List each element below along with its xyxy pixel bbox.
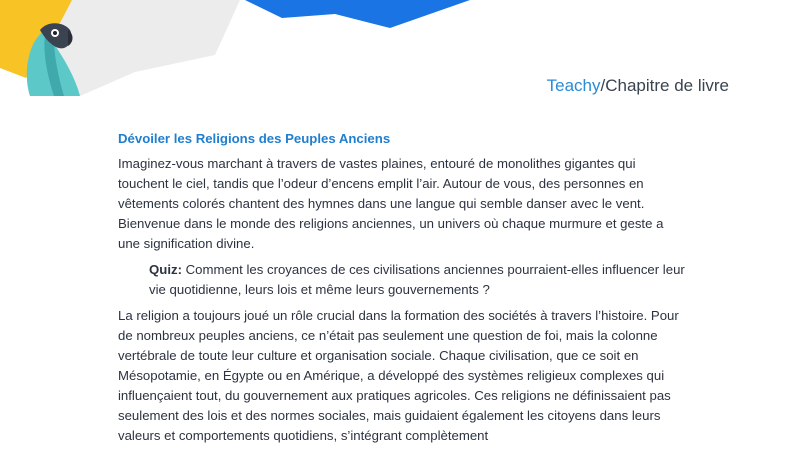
header-decoration [0,0,800,120]
brand-name[interactable]: Teachy [546,76,601,95]
brand-section: Chapitre de livre [605,76,729,95]
quiz-text: Comment les croyances de ces civilisations anciennes pourraient-elles influencer leur vie quotidienne, leurs lois et même leurs gouvernements ? [149,262,685,297]
section-title: Dévoiler les Religions des Peuples Anciens [118,131,391,146]
body-paragraph: La religion a toujours joué un rôle crucial dans la formation des sociétés à travers l’histoire. Pour de nombreux peuples anciens, ce n’était pas seulement une question de foi, mais la colonne vertébrale de toute leur culture et organisation sociale. Chaque civilisation, que ce soit en Mésopotamie, en Égypte ou en Amérique, a développé des systèmes religieux complexes qui influençaient tout, du gouvernement aux pratiques agricoles. Ces religions ne définissaient pas seulement des lois et des normes sociales, mais guidaient également les citoyens dans leurs valeurs et comportements quotidiens, s’intégrant complètement [118,308,679,443]
quiz-block [118,260,686,300]
brand-separator: / [600,76,606,95]
quiz-label: Quiz: [149,262,182,277]
document-content [118,130,686,450]
blue-shape [245,0,470,28]
brand-breadcrumb [547,76,729,96]
intro-paragraph: Imaginez-vous marchant à travers de vastes plaines, entouré de monolithes gigantes qui touchent le ciel, tandis que l’odeur d’encens emplit l’air. Autour de vous, des personnes en vêtements colorés chantent des hymnes dans une langue qui semble danser avec le vent. Bienvenue dans le monde des religions anciennes, un univers où chaque murmure et geste a une signification divine. [118,156,664,251]
